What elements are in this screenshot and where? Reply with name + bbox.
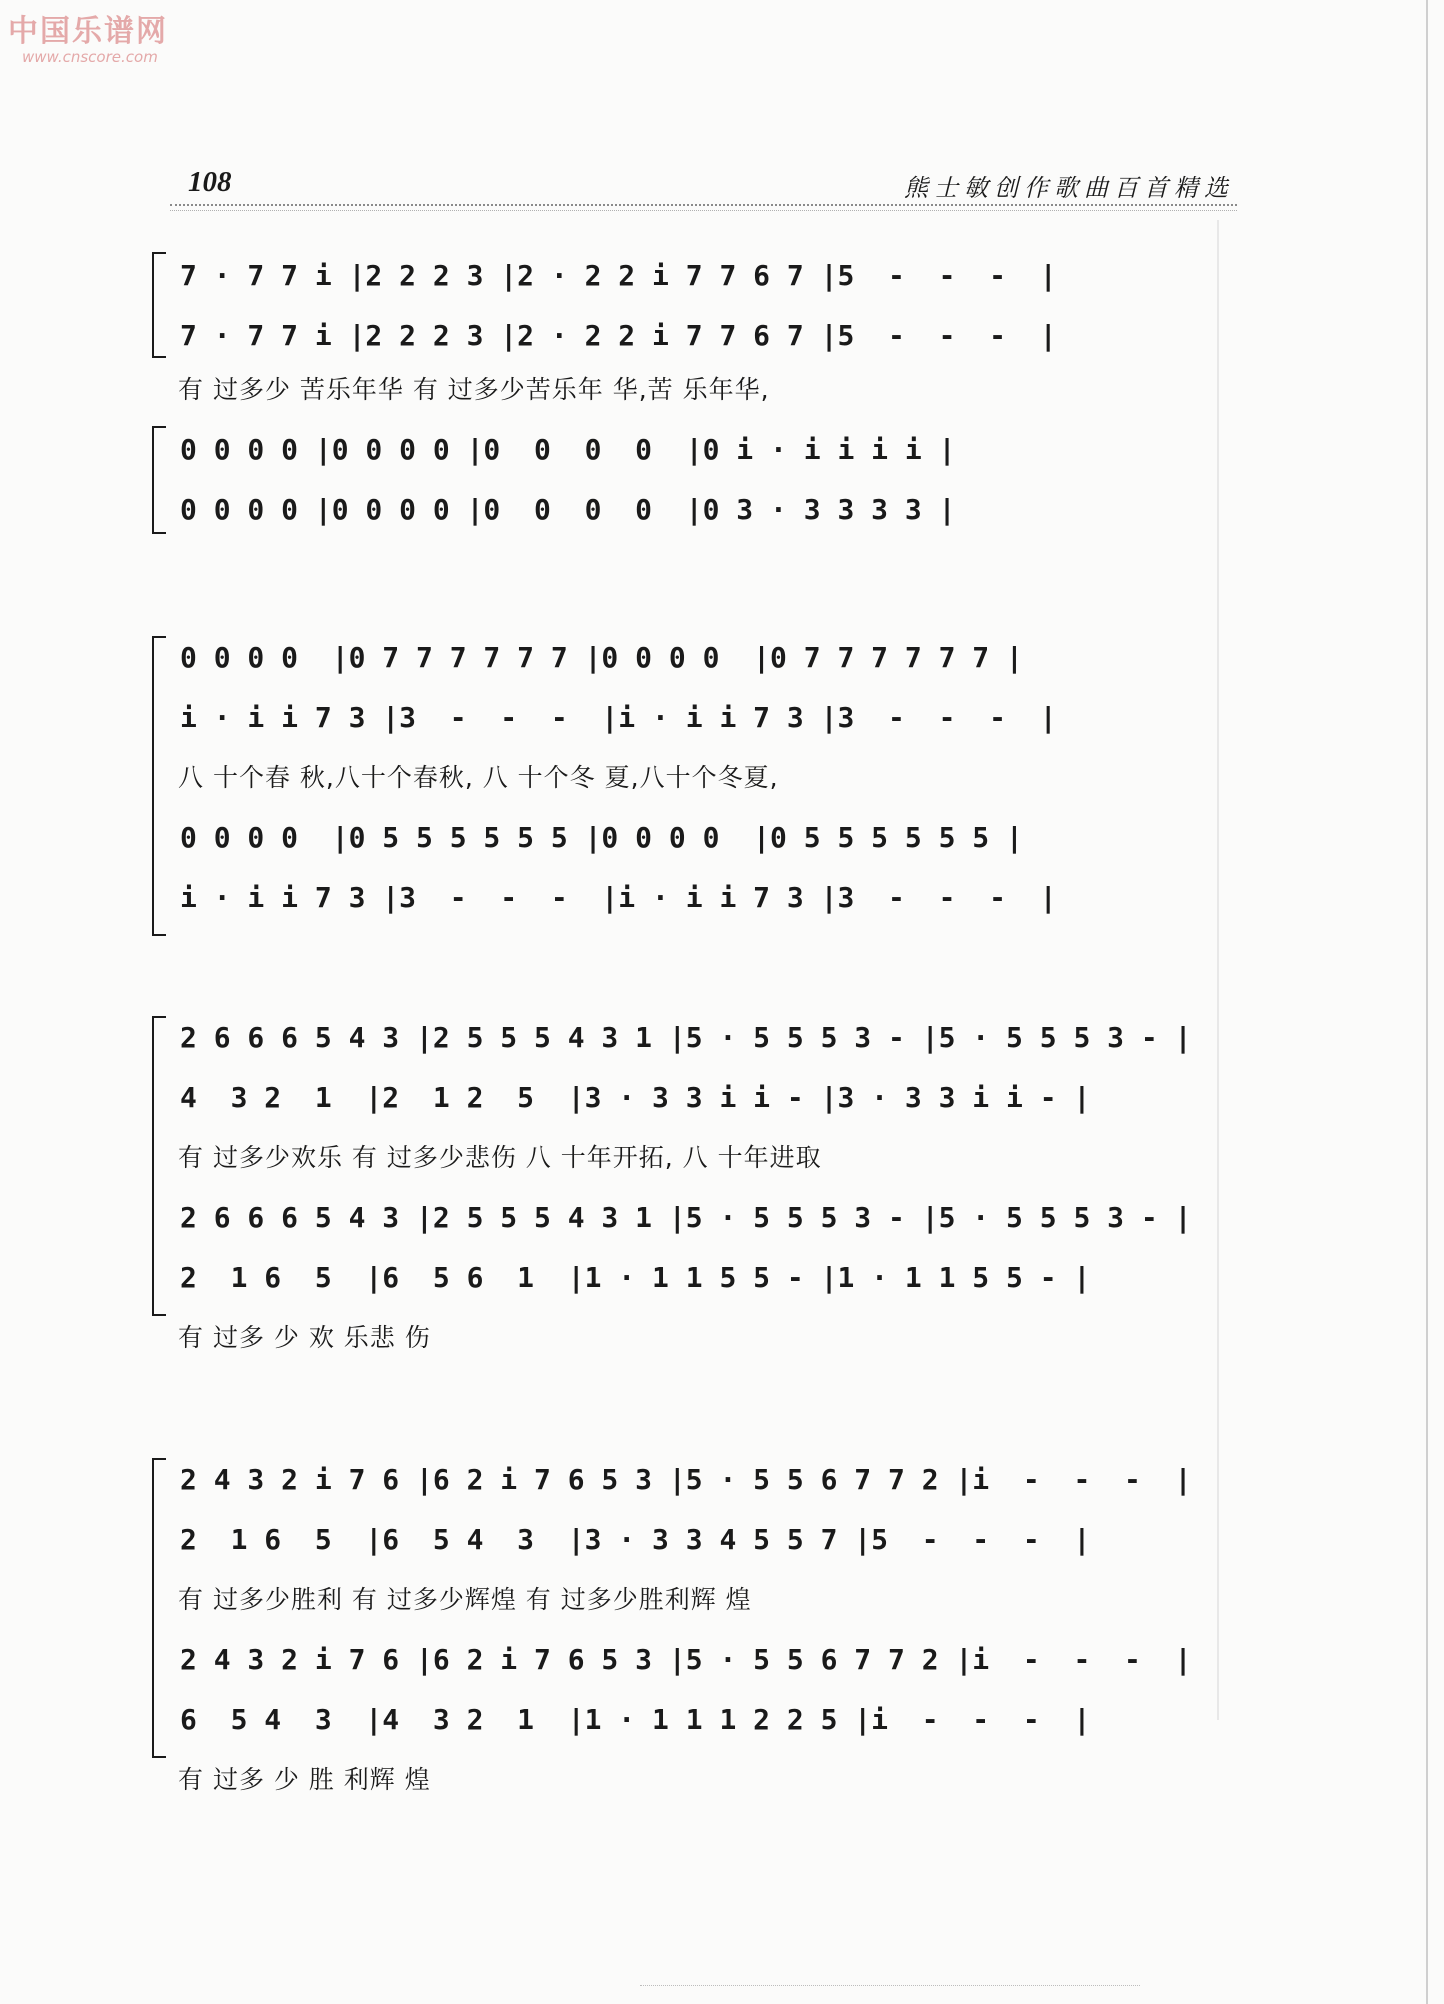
bottom-rule xyxy=(640,1985,1140,1986)
system-brace xyxy=(152,426,166,534)
notation-row: i · i i 7 3 |3 - - - |i · i i 7 3 |3 - - - | xyxy=(180,881,1057,914)
notation-row: 4 3 2 1 |2 1 2 5 |3 · 3 3 i i - |3 · 3 3 i i - | xyxy=(180,1081,1091,1114)
notation-row: 2 1 6 5 |6 5 4 3 |3 · 3 3 4 5 5 7 |5 - - - | xyxy=(180,1523,1091,1556)
notation-row: i · i i 7 3 |3 - - - |i · i i 7 3 |3 - - - | xyxy=(180,701,1057,734)
header-rule xyxy=(170,204,1237,211)
notation-row: 2 6 6 6 5 4 3 |2 5 5 5 4 3 1 |5 · 5 5 5 3 - |5 · 5 5 5 3 - | xyxy=(180,1021,1192,1054)
score-system-2 xyxy=(152,630,1262,950)
notation-row: 0 0 0 0 |0 7 7 7 7 7 7 |0 0 0 0 |0 7 7 7 7 7 7 | xyxy=(180,641,1023,674)
lyric-line: 八 十个春 秋,八十个春秋, 八 十个冬 夏,八十个冬夏, xyxy=(178,763,779,792)
system-brace xyxy=(152,1016,166,1316)
notation-row: 0 0 0 0 |0 5 5 5 5 5 5 |0 0 0 0 |0 5 5 5 5 5 5 | xyxy=(180,821,1023,854)
notation-row: 6 5 4 3 |4 3 2 1 |1 · 1 1 1 2 2 5 |i - - - | xyxy=(180,1703,1091,1736)
system-brace xyxy=(152,1458,166,1758)
score-system-3 xyxy=(152,1010,1262,1370)
watermark xyxy=(8,6,168,66)
lyric-line: 有 过多 少 欢 乐悲 伤 xyxy=(178,1323,431,1352)
watermark-url: www.cnscore.com xyxy=(22,48,158,66)
notation-row: 2 4 3 2 i 7 6 |6 2 i 7 6 5 3 |5 · 5 5 6 7 7 2 |i - - - | xyxy=(180,1463,1192,1496)
notation-row: 2 6 6 6 5 4 3 |2 5 5 5 4 3 1 |5 · 5 5 5 3 - |5 · 5 5 5 3 - | xyxy=(180,1201,1192,1234)
watermark-title: 中国乐谱网 xyxy=(8,14,168,49)
notation-row: 0 0 0 0 |0 0 0 0 |0 0 0 0 |0 i · i i i i | xyxy=(180,433,956,466)
notation-row: 7 · 7 7 i |2 2 2 3 |2 · 2 2 i 7 7 6 7 |5 - - - | xyxy=(180,319,1057,352)
notation-row: 7 · 7 7 i |2 2 2 3 |2 · 2 2 i 7 7 6 7 |5 - - - | xyxy=(180,259,1057,292)
lyric-line: 有 过多少欢乐 有 过多少悲伤 八 十年开拓, 八 十年进取 xyxy=(178,1143,822,1172)
lyric-line: 有 过多 少 胜 利辉 煌 xyxy=(178,1765,431,1794)
lyric-line: 有 过多少 苦乐年华 有 过多少苦乐年 华,苦 乐年华, xyxy=(178,375,770,404)
notation-row: 2 1 6 5 |6 5 6 1 |1 · 1 1 5 5 - |1 · 1 1 5 5 - | xyxy=(180,1261,1091,1294)
notation-row: 0 0 0 0 |0 0 0 0 |0 0 0 0 |0 3 · 3 3 3 3 | xyxy=(180,493,956,526)
notation-row: 2 4 3 2 i 7 6 |6 2 i 7 6 5 3 |5 · 5 5 6 7 7 2 |i - - - | xyxy=(180,1643,1192,1676)
book-title: 熊士敏创作歌曲百首精选 xyxy=(904,174,1234,202)
score-system-4 xyxy=(152,1452,1262,1812)
lyric-line: 有 过多少胜利 有 过多少辉煌 有 过多少胜利辉 煌 xyxy=(178,1585,752,1614)
score-system-1 xyxy=(152,248,1262,548)
system-brace xyxy=(152,252,166,358)
page-edge-line xyxy=(1426,0,1428,2004)
system-brace xyxy=(152,636,166,936)
page-number: 108 xyxy=(188,166,232,198)
